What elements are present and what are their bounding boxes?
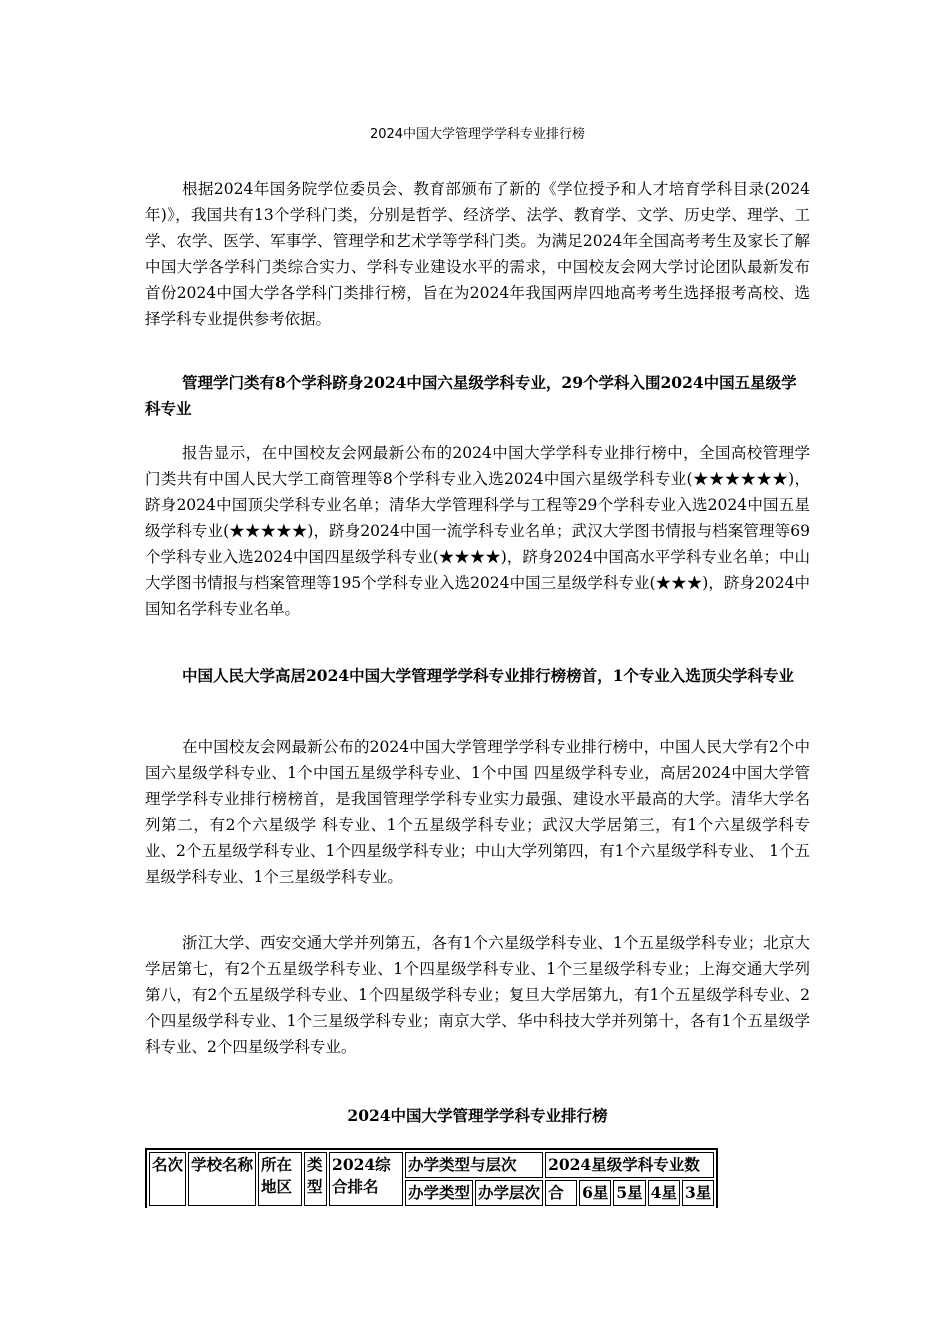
table-header-row-1: [149, 1152, 714, 1178]
header-region: 所在地区: [258, 1152, 302, 1206]
section2-paragraph2: 浙江大学、西安交通大学并列第五，各有1个六星级学科专业、1个五星级学科专业；北京大学居第七，有2个五星级学科专业、1个四星级学科专业、1个三星级学科专业；上海交通大学列第八，有2个五星级学科专业、1个四星级学科专业；复旦大学居第九，有1个五星级学科专业、2个四星级学科专业、1个三星级学科专业；南京大学、华中科技大学并列第十，各有1个五星级学科专业、2个四星级学科专业。: [145, 934, 810, 1056]
header-overall-rank: 2024综合排名: [329, 1152, 403, 1206]
header-school-type: 办学类型: [405, 1180, 473, 1206]
header-three-star: 3星: [682, 1180, 714, 1206]
section1-paragraph: 报告显示，在中国校友会网最新公布的2024中国大学学科专业排行榜中，全国高校管理学门类共有中国人民大学工商管理等8个学科专业入选2024中国六星级学科专业(★★★★★★)，跻身2024中国顶尖学科专业名单；清华大学管理科学与工程等29个学科专业入选2024中国五星级学科专业(★★★★★)，跻身2024中国一流学科专业名单；武汉大学图书情报与档案管理等69个学科专业入选2024中国四星级学科专业(★★★★)，跻身2024中国高水平学科专业名单；中山大学图书情报与档案管理等195个学科专业入选2024中国三星级学科专业(★★★)，跻身2024中国知名学科专业名单。: [145, 444, 810, 618]
document-title: 2024中国大学管理学学科专业排行榜: [369, 127, 586, 142]
header-star-counts: 2024星级学科专业数: [545, 1152, 714, 1178]
section2-heading: 中国人民大学高居2024中国大学管理学学科专业排行榜榜首，1个专业入选顶尖学科专业: [182, 666, 794, 685]
table-title: 2024中国大学管理学学科专业排行榜: [347, 1106, 608, 1125]
ranking-table: [145, 1148, 718, 1208]
header-rank: 名次: [149, 1152, 186, 1206]
header-four-star: 4星: [648, 1180, 680, 1206]
header-type: 类型: [304, 1152, 327, 1206]
header-five-star: 5星: [613, 1180, 645, 1206]
header-school-level: 办学层次: [475, 1180, 543, 1206]
intro-paragraph: 根据2024年国务院学位委员会、教育部颁布了新的《学位授予和人才培育学科目录(2024年)》，我国共有13个学科门类，分别是哲学、经济学、法学、教育学、文学、历史学、理学、工学、农学、医学、军事学、管理学和艺术学等学科门类。为满足2024年全国高考考生及家长了解中国大学各学科门类综合实力、学科专业建设水平的需求，中国校友会网大学讨论团队最新发布首份2024中国大学各学科门类排行榜，旨在为2024年我国两岸四地高考考生选择报考高校、选择学科专业提供参考依据。: [145, 180, 810, 328]
header-school: 学校名称: [188, 1152, 256, 1206]
section2-paragraph1: 在中国校友会网最新公布的2024中国大学管理学学科专业排行榜中，中国人民大学有2个中国六星级学科专业、1个中国五星级学科专业、1个中国 四星级学科专业，高居2024中国大学管理学学科专业排行榜榜首，是我国管理学学科专业实力最强、建设水平最高的大学。清华大学名列第二，有2个六星级学 科专业、1个五星级学科专业；武汉大学居第三，有1个六星级学科专业、2个五星级学科专业、1个四星级学科专业；中山大学列第四，有1个六星级学科专业、 1个五星级学科专业、1个三星级学科专业。: [145, 738, 810, 886]
section1-heading: 管理学门类有8个学科跻身2024中国六星级学科专业，29个学科入围2024中国五星级学科专业: [145, 373, 797, 418]
header-total: 合: [545, 1180, 577, 1206]
header-school-type-level: 办学类型与层次: [405, 1152, 543, 1178]
header-six-star: 6星: [579, 1180, 611, 1206]
